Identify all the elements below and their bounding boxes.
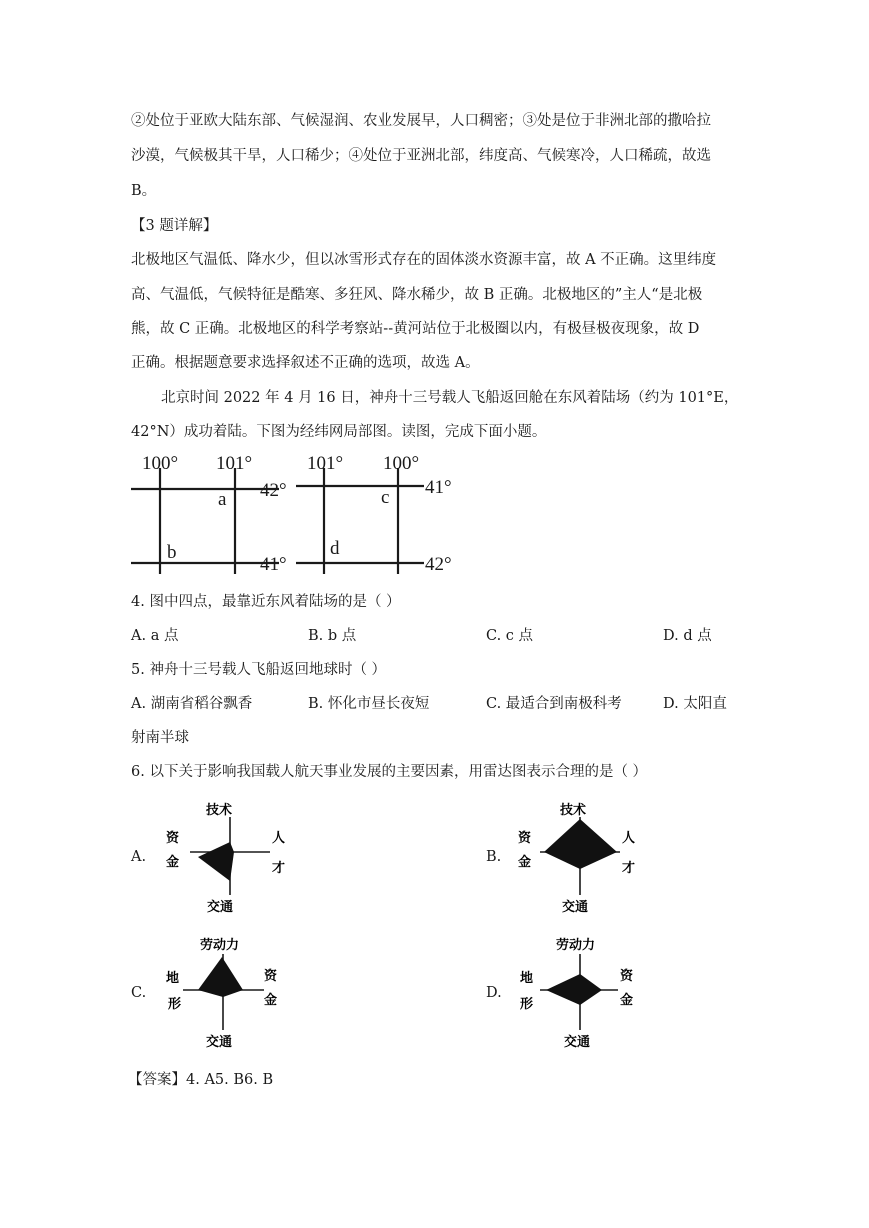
axis-label-top: 技术 [206, 803, 233, 818]
paragraph-line: 42°N）成功着陆。下图为经纬网局部图。读图，完成下面小题。 [131, 424, 547, 440]
q5-option-b[interactable]: B. 怀化市昼长夜短 [308, 696, 430, 712]
question-6-stem: 6. 以下关于影响我国载人航天事业发展的主要因素，用雷达图表示合理的是（ ） [131, 764, 648, 780]
axis-label-right: 金 [264, 993, 278, 1008]
q6-option-d-label[interactable]: D. [486, 985, 502, 1001]
axis-label-right: 人 [272, 831, 286, 846]
q5-option-c[interactable]: C. 最适合到南极科考 [486, 696, 622, 712]
lon-label: 101° [307, 453, 344, 474]
radar-chart-b [512, 795, 652, 920]
graticule-left [131, 468, 279, 574]
axis-label-bottom: 交通 [562, 900, 589, 915]
axis-label-left: 金 [518, 855, 532, 870]
axis-label-right: 资 [620, 969, 634, 984]
paragraph-line: 正确。根据题意要求选择叙述不正确的选项，故选 A。 [131, 355, 480, 371]
q5-option-a[interactable]: A. 湖南省稻谷飘香 [131, 696, 253, 712]
axis-label-left: 地 [520, 971, 534, 986]
axis-label-bottom: 交通 [206, 1035, 233, 1050]
lon-label: 100° [383, 453, 420, 474]
axis-label-right: 才 [272, 861, 286, 876]
q4-option-c[interactable]: C. c 点 [486, 628, 534, 644]
lat-label: 42° [260, 480, 287, 501]
axis-label-right: 金 [620, 993, 634, 1008]
axis-label-left: 形 [520, 997, 534, 1012]
axis-label-top: 技术 [560, 803, 587, 818]
radar-polygon-a [198, 842, 234, 881]
question-5-stem: 5. 神舟十三号载人飞船返回地球时（ ） [131, 662, 387, 678]
graticule-right [296, 468, 424, 574]
q5-option-d[interactable]: D. 太阳直 [663, 696, 727, 712]
q6-option-b-label[interactable]: B. [486, 849, 502, 865]
point-label: d [330, 538, 340, 559]
point-label: a [218, 489, 227, 510]
paragraph-line: 北京时间 2022 年 4 月 16 日，神舟十三号载人飞船返回舱在东风着陆场（约为 101°E， [161, 390, 739, 406]
paragraph-line: B。 [131, 183, 157, 199]
q4-option-b[interactable]: B. b 点 [308, 628, 357, 644]
answer-line: 【答案】4. A5. B6. B [128, 1072, 274, 1088]
axis-label-right: 资 [264, 969, 278, 984]
lat-label: 42° [425, 554, 452, 575]
paragraph-line: 沙漠，气候极其干旱，人口稀少；④处位于亚洲北部，纬度高、气候寒冷，人口稀疏，故选 [131, 148, 711, 164]
question-4-stem: 4. 图中四点，最靠近东风着陆场的是（ ） [131, 594, 401, 610]
lon-label: 101° [216, 453, 253, 474]
paragraph-line: 高、气温低，气候特征是酷寒、多狂风、降水稀少，故 B 正确。北极地区的”主人“是北极 [131, 287, 703, 303]
radar-polygon-b [544, 819, 617, 869]
lon-label: 100° [142, 453, 179, 474]
radar-polygon-c [198, 957, 243, 997]
section-heading: 【3 题详解】 [131, 218, 218, 234]
axis-label-right: 才 [622, 861, 636, 876]
axis-label-left: 地 [166, 971, 180, 986]
point-label: b [167, 542, 177, 563]
graticule-figure [128, 448, 468, 576]
paragraph-line: ②处位于亚欧大陆东部、气候湿润、农业发展早，人口稠密；③处是位于非洲北部的撒哈拉 [131, 113, 711, 129]
radar-chart-d [512, 930, 652, 1055]
axis-label-bottom: 交通 [207, 900, 234, 915]
axis-label-left: 金 [166, 855, 180, 870]
axis-label-bottom: 交通 [564, 1035, 591, 1050]
q6-option-a-label[interactable]: A. [131, 849, 147, 865]
point-label: c [381, 487, 390, 508]
axis-label-left: 资 [166, 831, 180, 846]
paragraph-line: 熊，故 C 正确。北极地区的科学考察站--黄河站位于北极圈以内，有极昼极夜现象，故 D [131, 321, 700, 337]
lat-label: 41° [260, 554, 287, 575]
q5-option-d-continued: 射南半球 [131, 730, 189, 746]
axis-label-top: 劳动力 [556, 938, 596, 953]
lat-label: 41° [425, 477, 452, 498]
q4-option-a[interactable]: A. a 点 [131, 628, 179, 644]
radar-polygon-d [546, 974, 602, 1005]
axis-label-right: 人 [622, 831, 636, 846]
axis-label-left: 形 [168, 997, 182, 1012]
paragraph-line: 北极地区气温低、降水少，但以冰雪形式存在的固体淡水资源丰富，故 A 不正确。这里纬度 [131, 252, 717, 268]
radar-chart-c [160, 930, 300, 1055]
radar-chart-a [160, 795, 300, 920]
q4-option-d[interactable]: D. d 点 [663, 628, 712, 644]
axis-label-top: 劳动力 [200, 938, 240, 953]
q6-option-c-label[interactable]: C. [131, 985, 147, 1001]
axis-label-left: 资 [518, 831, 532, 846]
